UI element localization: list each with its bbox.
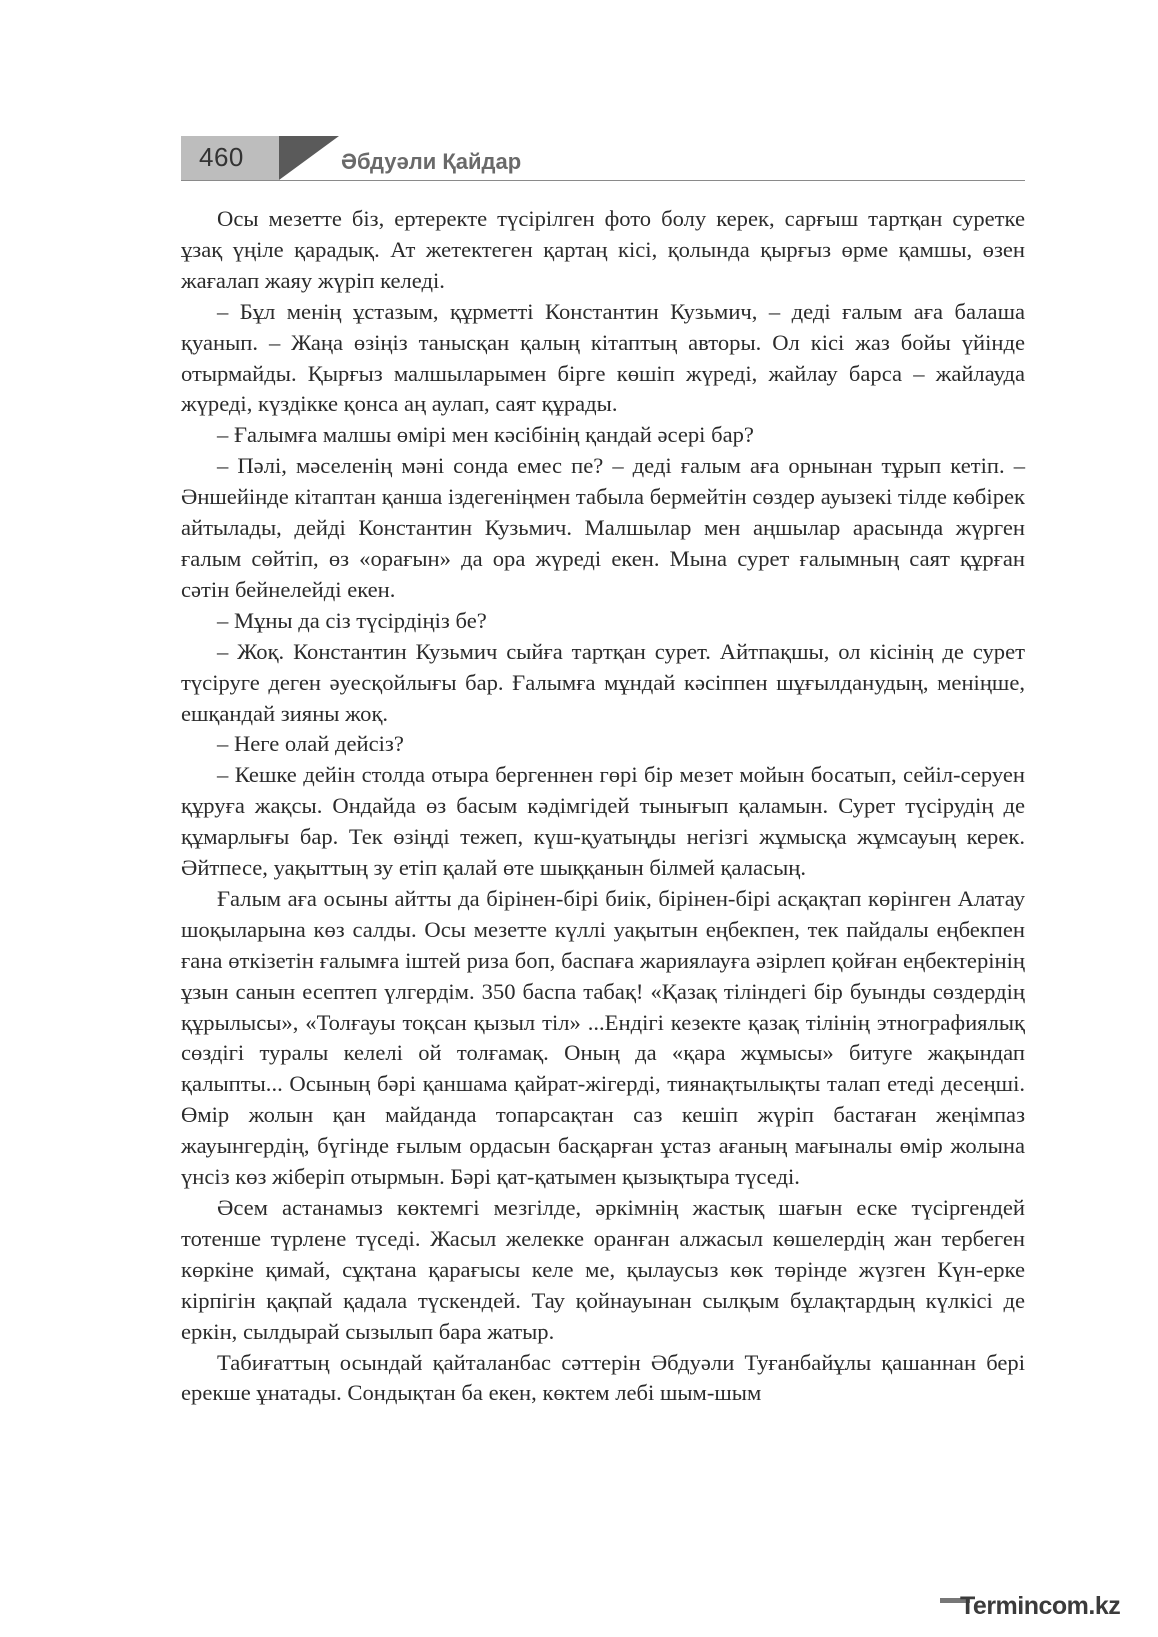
paragraph: – Ғалымға малшы өмірі мен кәсібінің қандай әсері бар? [217, 422, 754, 448]
watermark-text: Termincom.kz [960, 1592, 1121, 1620]
page-header [181, 136, 1025, 186]
paragraph: Табиғаттың осындай қайталанбас сәттерін Әбдуәли Туғанбайұлы қашаннан бері ерекше ұнатады. Сондықтан ба екен, көктем лебі шым-шым [181, 1349, 1025, 1406]
header-rule [181, 180, 1025, 181]
paragraph: – Мұны да сіз түсірдіңіз бе? [217, 607, 487, 633]
paragraph: – Кешке дейін столда отыра бергеннен гөрі бір мезет мойын босатып, сейіл-серуен құруға жақсы. Ондайда өз басым кәдімгідей тынығып қаламын. Сурет түсірудің де құмарлығы бар. Тек өзіңді тежеп, күш-қуатыңды негізгі жұмысқа жұмсауың керек. Әйтпесе, уақыттың зу етіп қалай өте шыққанын білмей қаласың. [181, 762, 1025, 881]
paragraph: Ғалым аға осыны айтты да бірінен-бірі биік, бірінен-бірі асқақтап көрінген Алатау шоқыларына көз салды. Осы мезетте күллі уақытын еңбекпен, тек пайдалы еңбекпен ғана өткізетін ғалымға іштей риза боп, баспаға жариялауға әзірлеп қойған еңбектерінің ұзын санын есептеп үлгердім. 350 баспа табақ! «Қазақ тіліндегі бір буынды сөздердің құрылысы», «Толғауы тоқсан қызыл тіл» ...Ендігі кезекте қазақ тілінің этнографиялық сөздігі туралы келелі ой толғамақ. Оның да «қара жұмысы» битуге жақындап қалыпты... Осының бәрі қаншама қайрат-жігерді, тиянақтылықты талап етеді десеңші. Өмір жолын қан майданда топарсақтан саз кешіп жүріп бастаған жеңімпаз жауынгердің, бүгінде ғылым ордасын басқарған ұстаз ағаның мағыналы өмір жолына үнсіз көз жіберіп отырмын. Бәрі қат-қатымен қызықтыра түседі. [181, 885, 1025, 1190]
paragraph: – Жоқ. Константин Кузьмич сыйға тартқан сурет. Айтпақшы, ол кісінің де сурет түсіруге деген әуесқойлығы бар. Ғалымға мұндай кәсіппен шұғылданудың, меніңше, ешқандай зияны жоқ. [181, 638, 1025, 726]
paragraph: – Пәлі, мәселенің мәні сонда емес пе? – деді ғалым аға орнынан тұрып кетіп. – Әншейінде кітаптан қанша іздегеніңмен табыла бермейтін сөздер ауызекі тілде көбірек айтылады, дейді Константин Кузьмич. Малшылар мен аңшылар арасында жүрген ғалым сөйтіп, өз «орағын» да ора жүреді екен. Мына сурет ғалымның саят құрған сәтін бейнелейді екен. [181, 453, 1025, 602]
header-wedge-decoration [279, 136, 339, 180]
running-title: Әбдуәли Қайдар [341, 149, 522, 174]
paragraph: – Бұл менің ұстазым, құрметті Константин Кузьмич, – деді ғалым аға балаша қуанып. – Жаңа өзіңіз танысқан қалың кітаптың авторы. Ол кісі жаз бойы үйінде отырмайды. Қырғыз малшыларымен бірге көшіп жүреді, жайлау барса – жайлауда жүреді, күздікке қонса аң аулап, саят құрады. [181, 298, 1025, 417]
watermark-logo [940, 1590, 1140, 1626]
page-number: 460 [199, 142, 244, 172]
body-text [181, 204, 1025, 1409]
paragraph: Әсем астанамыз көктемгі мезгілде, әркімнің жастық шағын еске түсіргендей тотенше түрлене түседі. Жасыл желекке оранған алжасыл көшелердің жан тербеген көркіне қимай, сұқтана қарағысы келе ме, қылаусыз көк төрінде жүзген Күн-ерке кірпігін қақпай қадала түскендей. Тау қойнауынан сылқым бұлақтардың күлкісі де еркін, сылдырай сызылып бара жатыр. [181, 1195, 1025, 1344]
paragraph: – Неге олай дейсіз? [217, 731, 404, 757]
paragraph: Осы мезетте біз, ертеректе түсірілген фото болу керек, сарғыш тартқан суретке ұзақ үңіле қарадық. Ат жетектеген қартаң кісі, қолында қырғыз өрме қамшы, өзен жағалап жаяу жүріп келеді. [181, 206, 1025, 293]
